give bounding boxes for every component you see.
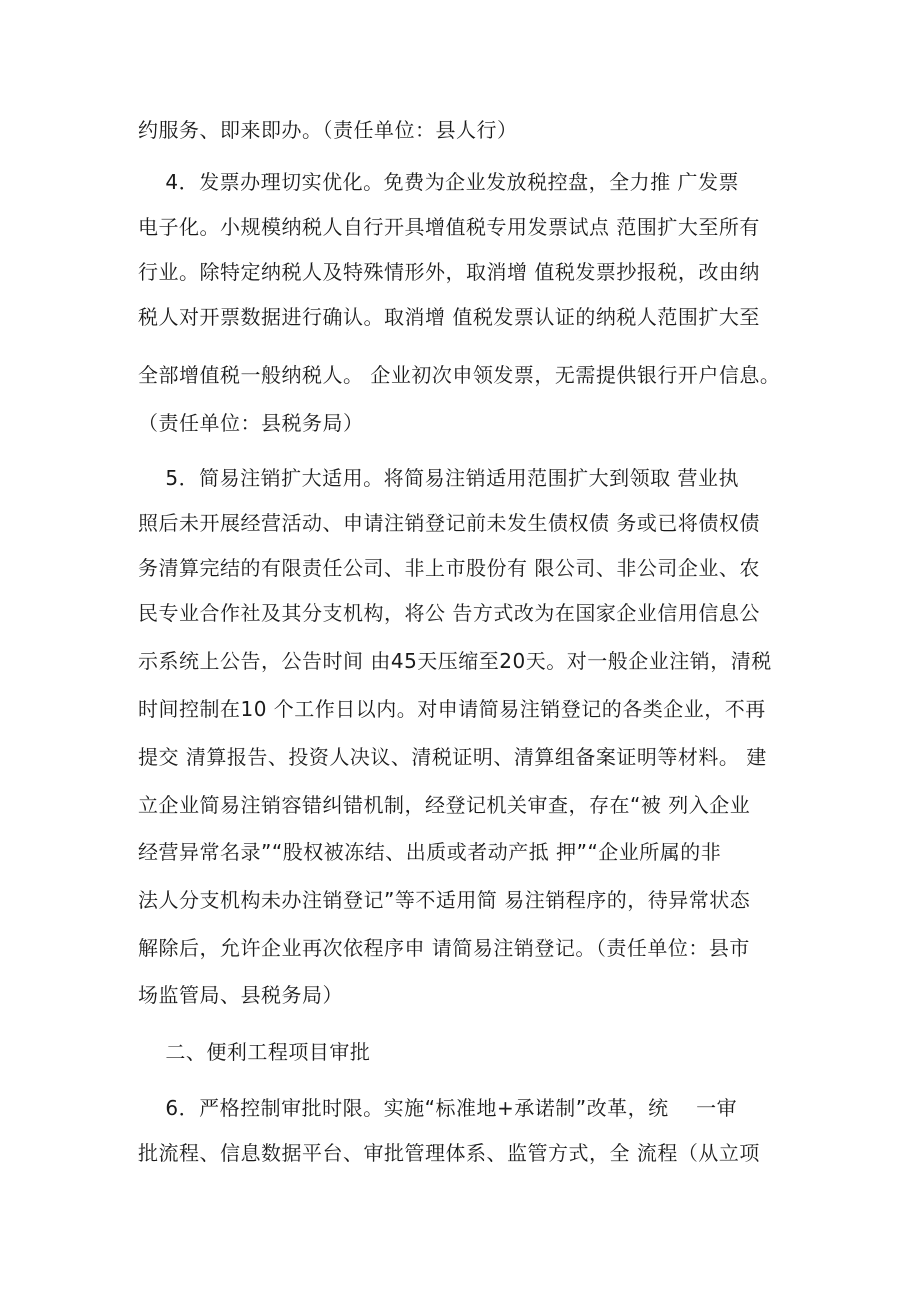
section-heading: 二、便利工程项目审批 [138,1040,371,1064]
text-line: 时间控制在10 个工作日以内。对申请简易注销登记的各类企业，不再 [138,697,766,721]
text-line: 提交 清算报告、投资人决议、清税证明、清算组备案证明等材料。 建 [138,745,767,769]
text-line: 立企业简易注销容错纠错机制，经登记机关审查，存在“被 列入企业 [138,793,751,817]
text-line: 民专业合作社及其分支机构，将公 告方式改为在国家企业信用信息公 [138,601,760,625]
text-line: 务清算完结的有限责任公司、非上市股份有 限公司、非公司企业、农 [138,556,760,580]
text-line: 解除后，允许企业再次依程序申 请简易注销登记。（责任单位：县市 [138,936,750,960]
text-line: 4．发票办理切实优化。免费为企业发放税控盘，全力推 广发票 [138,170,740,194]
text-line: 经营异常名录”“股权被冻结、出质或者动产抵 押”“企业所属的非 [138,840,722,864]
text-line: 全部增值税一般纳税人。 企业初次申领发票，无需提供银行开户信息。 [138,363,781,387]
text-line: 照后未开展经营活动、申请注销登记前未发生债权债 务或已将债权债 [138,511,760,535]
text-line: 示系统上公告，公告时间 由45天压缩至20天。对一般企业注销，清税 [138,649,772,673]
text-line: 约服务、即来即办。（责任单位：县人行） [138,118,518,142]
text-line: 税人对开票数据进行确认。取消增 值税发票认证的纳税人范围扩大至 [138,305,760,329]
text-line: 电子化。小规模纳税人自行开具增值税专用发票试点 范围扩大至所有 [138,215,760,239]
text-line: 批流程、信息数据平台、审批管理体系、监管方式，全 流程（从立项 [138,1141,760,1165]
text-line: 6．严格控制审批时限。实施“标准地+承诺制”改革，统 一审 [138,1096,738,1120]
text-line: （责任单位：县税务局） [138,411,364,435]
text-line: 5．简易注销扩大适用。将简易注销适用范围扩大到领取 营业执 [138,466,740,490]
text-line: 场监管局、县税务局） [138,983,343,1007]
text-line: 行业。除特定纳税人及特殊情形外，取消增 值税发票抄报税，改由纳 [138,260,760,284]
text-line: 法人分支机构未办注销登记”等不适用简 易注销程序的，待异常状态 [138,888,751,912]
